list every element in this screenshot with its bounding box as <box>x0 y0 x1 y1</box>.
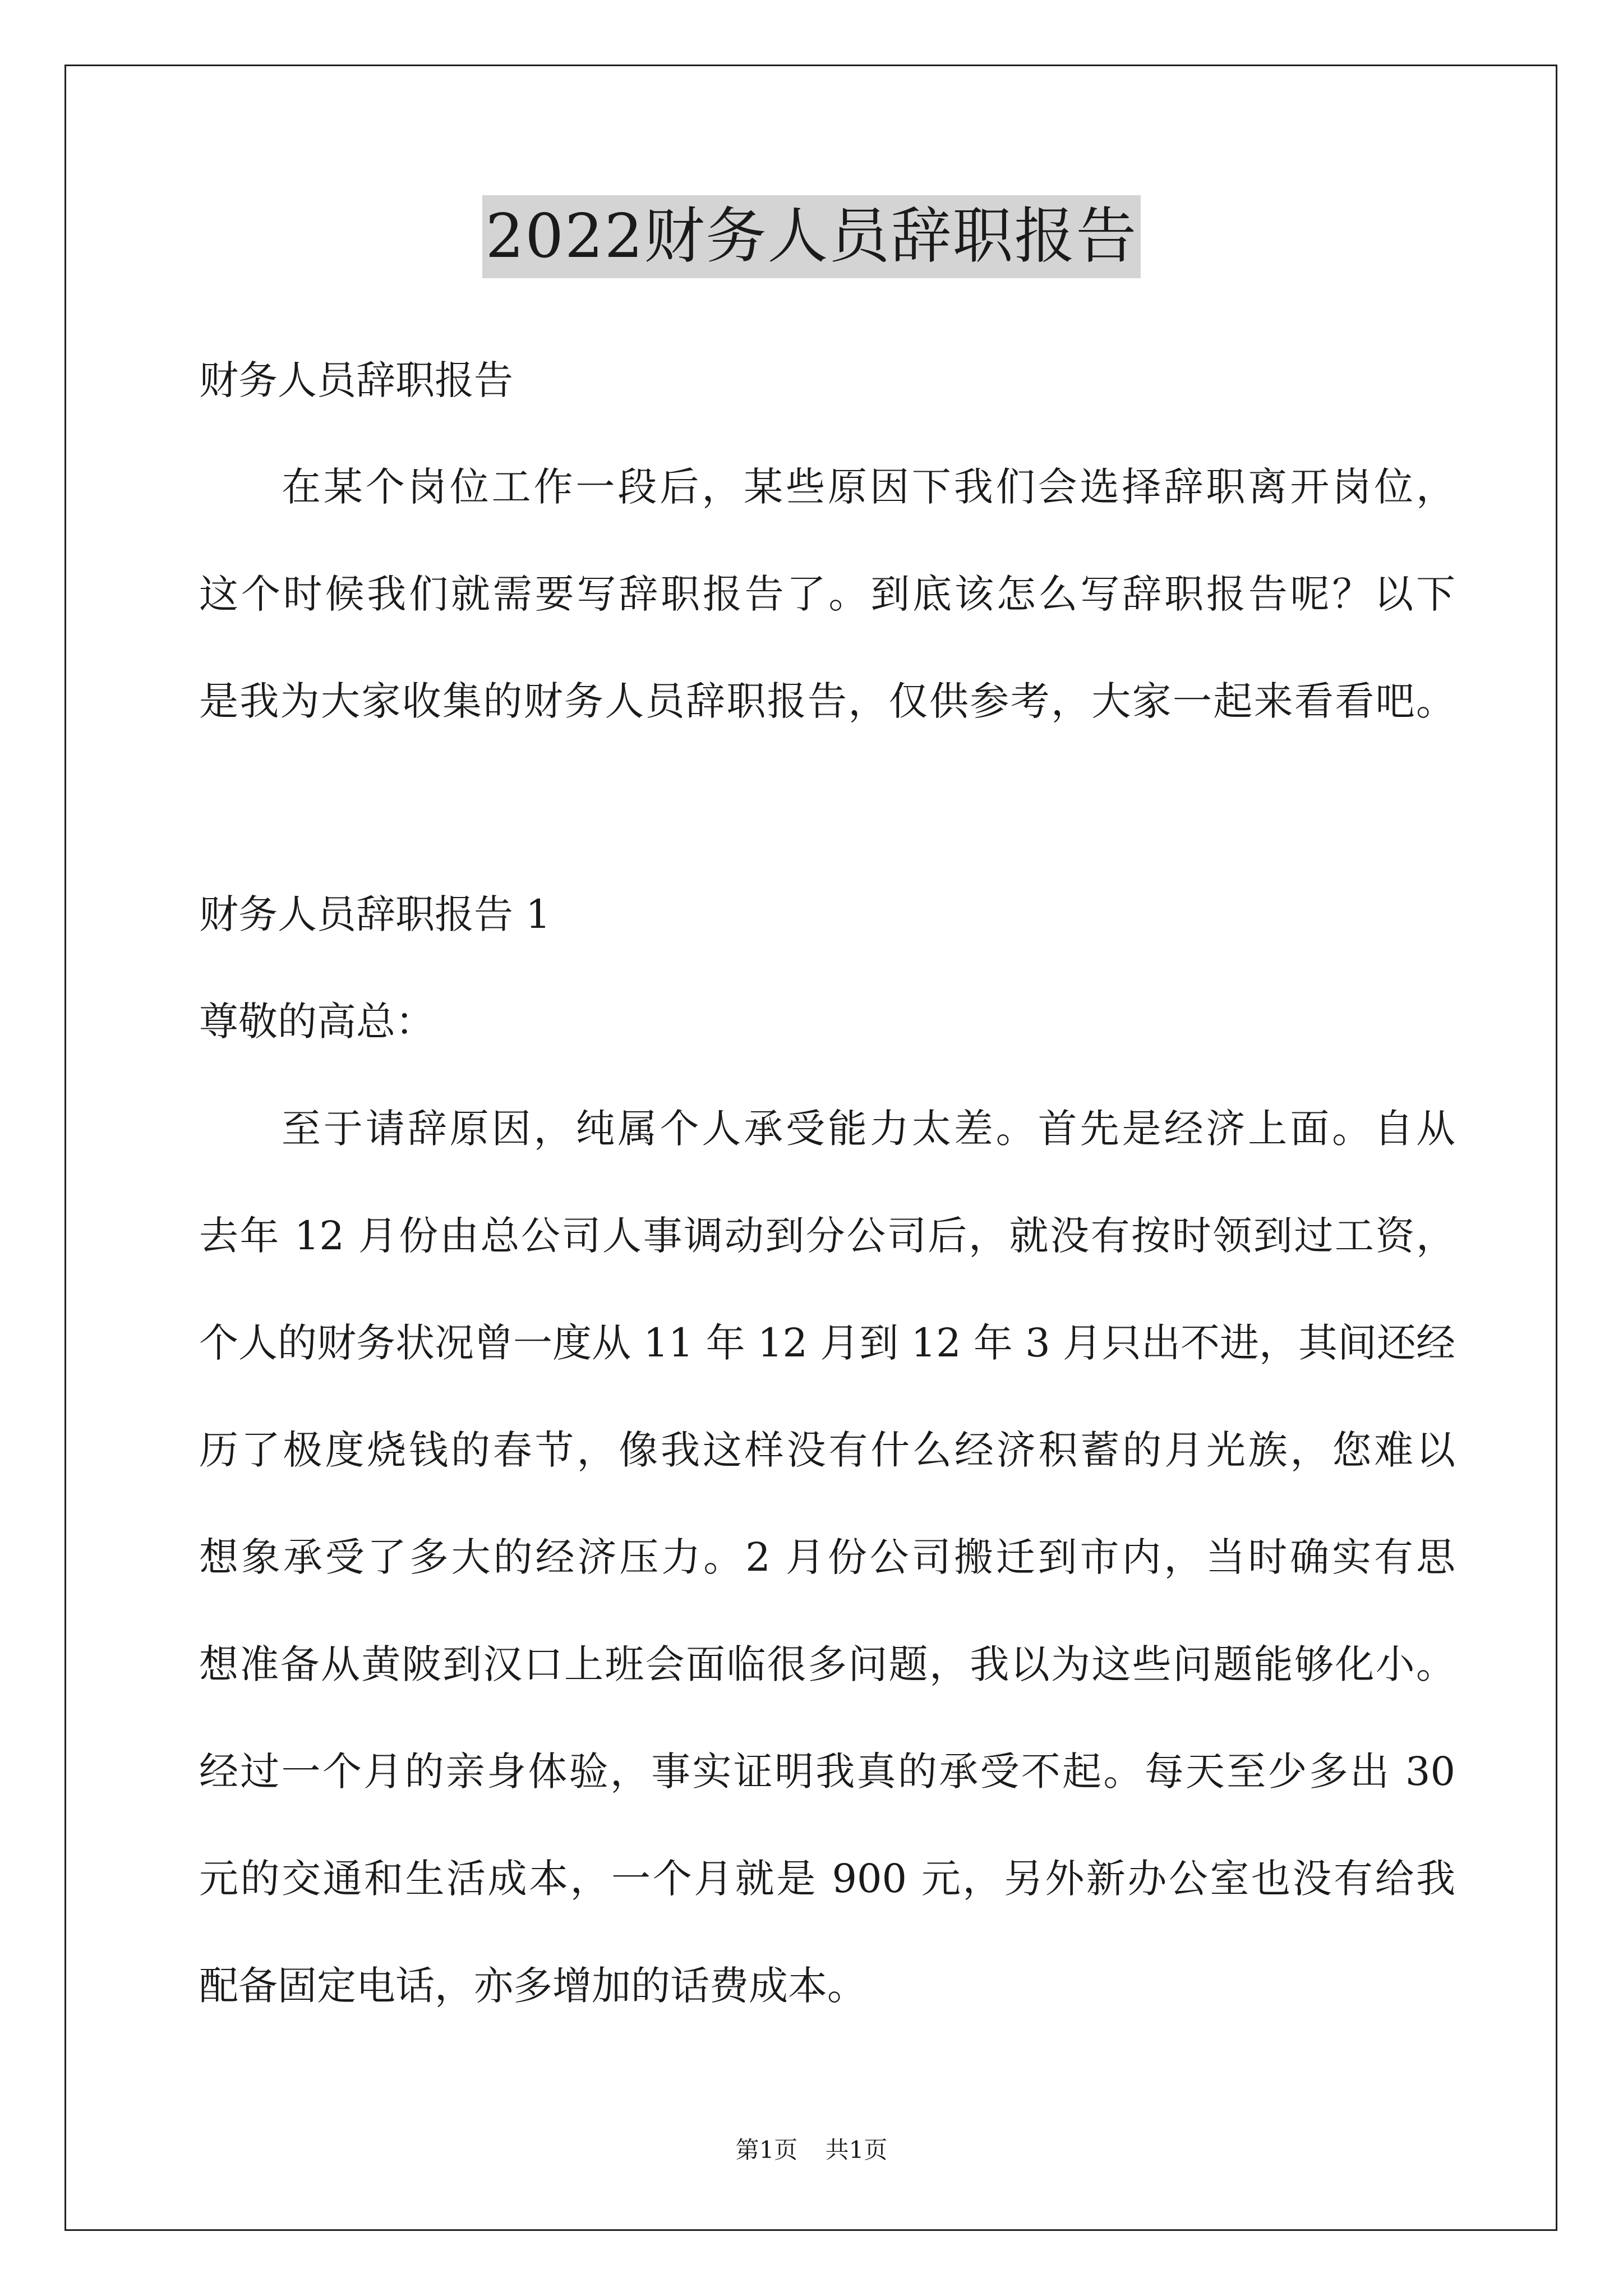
title-container <box>0 195 1623 278</box>
document-title: 2022财务人员辞职报告 <box>482 195 1141 278</box>
intro-line: 在某个岗位工作一段后，某些原因下我们会选择辞职离开岗位， <box>282 464 1455 510</box>
intro-line: 是我为大家收集的财务人员辞职报告，仅供参考，大家一起来看看吧。 <box>199 678 1455 724</box>
body-line: 配备固定电话，亦多增加的话费成本。 <box>199 1963 866 2009</box>
body-line: 历了极度烧钱的春节，像我这样没有什么经济积蓄的月光族，您难以 <box>199 1427 1455 1473</box>
intro-line: 这个时候我们就需要写辞职报告了。到底该怎么写辞职报告呢？以下 <box>199 571 1455 617</box>
section-heading: 财务人员辞职报告 1 <box>199 891 551 937</box>
page-number-total: 共1页 <box>825 2136 888 2164</box>
body-line: 个人的财务状况曾一度从 11 年 12 月到 12 年 3 月只出不进，其间还经 <box>199 1320 1455 1366</box>
body-line: 想准备从黄陂到汉口上班会面临很多问题，我以为这些问题能够化小。 <box>199 1641 1455 1687</box>
page-footer <box>0 2133 1623 2167</box>
body-line: 元的交通和生活成本，一个月就是 900 元，另外新办公室也没有给我 <box>199 1856 1455 1902</box>
page-number-current: 第1页 <box>735 2136 798 2164</box>
body-line: 经过一个月的亲身体验，事实证明我真的承受不起。每天至少多出 30 <box>199 1749 1455 1795</box>
body-line: 想象承受了多大的经济压力。2 月份公司搬迁到市内，当时确实有思 <box>199 1534 1455 1580</box>
body-line: 至于请辞原因，纯属个人承受能力太差。首先是经济上面。自从 <box>282 1106 1455 1152</box>
body-line: 去年 12 月份由总公司人事调动到分公司后，就没有按时领到过工资， <box>199 1213 1455 1259</box>
document-subtitle: 财务人员辞职报告 <box>199 357 513 403</box>
salutation: 尊敬的高总： <box>199 999 435 1045</box>
